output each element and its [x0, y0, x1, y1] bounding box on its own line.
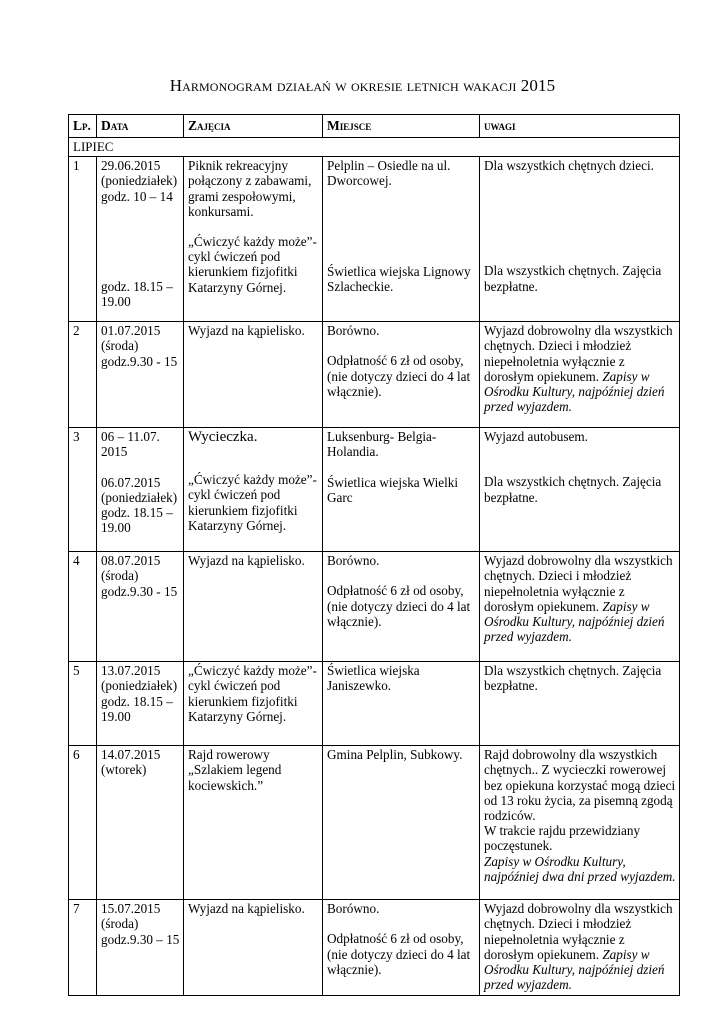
cell-uwagi: Wyjazd dobrowolny dla wszystkich chętnych. Dzieci i młodzież niepełnoletnia wyłącznie z dorosłym opiekunem. Zapisy w Ośrodku Kultury, najpóźniej dzień przed wyjazdem. [480, 900, 680, 996]
column-header-lp: Lp. [69, 115, 97, 138]
cell-miejsce: Gmina Pelplin, Subkowy. [323, 746, 480, 900]
cell-data: 13.07.2015 (poniedziałek) godz. 18.15 – 19.00 [97, 662, 184, 746]
cell-lp: 4 [69, 552, 97, 662]
cell-data: 29.06.2015 (poniedziałek) godz. 10 – 14 godz. 18.15 – 19.00 [97, 157, 184, 322]
table-header-row [69, 115, 680, 138]
cell-zajecia: Piknik rekreacyjny połączony z zabawami, grami zespołowymi, konkursami. „Ćwiczyć każdy może”- cykl ćwiczeń pod kierunkiem fizjofitki Katarzyny Górnej. [184, 157, 323, 322]
table-row [69, 552, 680, 662]
table-row [69, 662, 680, 746]
table-row [69, 900, 680, 996]
column-header-miejsce: Miejsce [323, 115, 480, 138]
cell-uwagi: Rajd dobrowolny dla wszystkich chętnych.. Z wycieczki rowerowej bez opiekuna korzystać mogą dzieci od 13 roku życia, za pisemną zgodą rodziców. W trakcie rajdu przewidziany poczęstunek. Zapisy w Ośrodku Kultury, najpóźniej dwa dni przed wyjazdem. [480, 746, 680, 900]
cell-lp: 6 [69, 746, 97, 900]
cell-data: 08.07.2015 (środa) godz.9.30 - 15 [97, 552, 184, 662]
cell-miejsce: Świetlica wiejska Janiszewko. [323, 662, 480, 746]
cell-uwagi: Dla wszystkich chętnych dzieci. Dla wszystkich chętnych. Zajęcia bezpłatne. [480, 157, 680, 322]
column-header-uwagi: uwagi [480, 115, 680, 138]
cell-uwagi: Wyjazd dobrowolny dla wszystkich chętnych. Dzieci i młodzież niepełnoletnia wyłącznie z dorosłym opiekunem. Zapisy w Ośrodku Kultury, najpóźniej dzień przed wyjazdem. [480, 552, 680, 662]
document-title: Harmonogram działań w okresie letnich wakacji 2015 [169, 76, 556, 95]
cell-data: 15.07.2015 (środa) godz.9.30 – 15 [97, 900, 184, 996]
cell-lp: 3 [69, 428, 97, 552]
cell-zajecia: Wyjazd na kąpielisko. [184, 552, 323, 662]
table-row [69, 428, 680, 552]
cell-uwagi: Wyjazd dobrowolny dla wszystkich chętnych. Dzieci i młodzież niepełnoletnia wyłącznie z dorosłym opiekunem. Zapisy w Ośrodku Kultury, najpóźniej dzień przed wyjazdem. [480, 322, 680, 428]
cell-zajecia: „Ćwiczyć każdy może”- cykl ćwiczeń pod kierunkiem fizjofitki Katarzyny Górnej. [184, 662, 323, 746]
cell-uwagi: Dla wszystkich chętnych. Zajęcia bezpłatne. [480, 662, 680, 746]
cell-data: 14.07.2015 (wtorek) [97, 746, 184, 900]
cell-miejsce: Borówno. Odpłatność 6 zł od osoby, (nie dotyczy dzieci do 4 lat włącznie). [323, 552, 480, 662]
cell-data: 06 – 11.07. 2015 06.07.2015 (poniedziałek) godz. 18.15 – 19.00 [97, 428, 184, 552]
month-label: LIPIEC [69, 138, 680, 157]
table-row [69, 157, 680, 322]
cell-lp: 1 [69, 157, 97, 322]
cell-zajecia: Wyjazd na kąpielisko. [184, 900, 323, 996]
cell-lp: 7 [69, 900, 97, 996]
cell-lp: 2 [69, 322, 97, 428]
cell-zajecia: Wyjazd na kąpielisko. [184, 322, 323, 428]
table-row [69, 746, 680, 900]
cell-zajecia: Rajd rowerowy „Szlakiem legend kociewskich.” [184, 746, 323, 900]
cell-miejsce: Borówno. Odpłatność 6 zł od osoby, (nie dotyczy dzieci do 4 lat włącznie). [323, 900, 480, 996]
column-header-zajecia: Zajęcia [184, 115, 323, 138]
cell-data: 01.07.2015 (środa) godz.9.30 - 15 [97, 322, 184, 428]
cell-zajecia: Wycieczka. „Ćwiczyć każdy może”- cykl ćwiczeń pod kierunkiem fizjofitki Katarzyny Górnej. [184, 428, 323, 552]
table-row [69, 322, 680, 428]
month-row [69, 138, 680, 157]
cell-miejsce: Borówno. Odpłatność 6 zł od osoby, (nie dotyczy dzieci do 4 lat włącznie). [323, 322, 480, 428]
cell-miejsce: Luksenburg- Belgia- Holandia. Świetlica wiejska Wielki Garc [323, 428, 480, 552]
cell-uwagi: Wyjazd autobusem. Dla wszystkich chętnych. Zajęcia bezpłatne. [480, 428, 680, 552]
schedule-table [68, 114, 680, 996]
column-header-data: Data [97, 115, 184, 138]
cell-lp: 5 [69, 662, 97, 746]
cell-miejsce: Pelplin – Osiedle na ul. Dworcowej. Świetlica wiejska Lignowy Szlacheckie. [323, 157, 480, 322]
